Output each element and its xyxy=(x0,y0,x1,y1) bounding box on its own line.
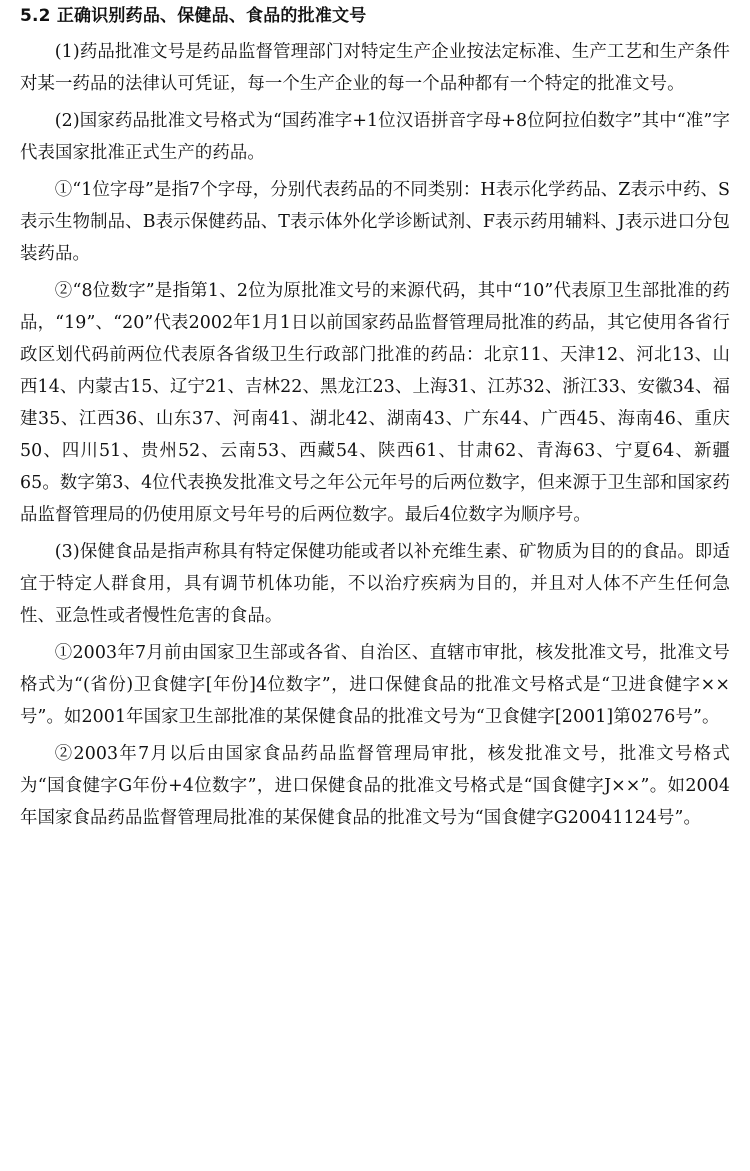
paragraph-health-food-definition: (3)保健食品是指声称具有特定保健功能或者以补充维生素、矿物质为目的的食品。即适宜于特定人群食用，具有调节机体功能，不以治疗疾病为目的，并且对人体不产生任何急性、亚急性或者慢性危害的食品。 xyxy=(20,542,730,626)
paragraph-drug-approval-definition: (1)药品批准文号是药品监督管理部门对特定生产企业按法定标准、生产工艺和生产条件对某一药品的法律认可凭证，每一个生产企业的每一个品种都有一个特定的批准文号。 xyxy=(20,42,730,94)
paragraph-health-food-before-2003: ①2003年7月前由国家卫生部或各省、自治区、直辖市审批，核发批准文号，批准文号格式为“(省份)卫食健字[年份]4位数字”，进口保健食品的批准文号格式是“卫进食健字××号”。如2001年国家卫生部批准的某保健食品的批准文号为“卫食健字[2001]第0276号”。 xyxy=(20,643,730,727)
section-heading: 5.2 正确识别药品、保健品、食品的批准文号 xyxy=(20,6,367,26)
paragraph-letter-category: ①“1位字母”是指7个字母，分别代表药品的不同类别：H表示化学药品、Z表示中药、S表示生物制品、B表示保健药品、T表示体外化学诊断试剂、F表示药用辅料、J表示进口分包装药品。 xyxy=(20,180,730,264)
paragraph-digit-codes: ②“8位数字”是指第1、2位为原批准文号的来源代码，其中“10”代表原卫生部批准的药品，“19”、“20”代表2002年1月1日以前国家药品监督管理局批准的药品，其它使用各省行政区划代码前两位代表原各省级卫生行政部门批准的药品：北京11、天津12、河北13、山西14、内蒙古15、辽宁21、吉林22、黑龙江23、上海31、江苏32、浙江33、安徽34、福建35、江西36、山东37、河南41、湖北42、湖南43、广东44、广西45、海南46、重庆50、四川51、贵州52、云南53、西藏54、陕西61、甘肃62、青海63、宁夏64、新疆65。数字第3、4位代表换发批准文号之年公元年号的后两位数字，但来源于卫生部和国家药品监督管理局的仍使用原文号年号的后两位数字。最后4位数字为顺序号。 xyxy=(20,281,730,525)
paragraph-health-food-after-2003: ②2003年7月以后由国家食品药品监督管理局审批，核发批准文号，批准文号格式为“国食健字G年份+4位数字”，进口保健食品的批准文号格式是“国食健字J××”。如2004年国家食品药品监督管理局批准的某保健食品的批准文号为“国食健字G20041124号”。 xyxy=(20,744,730,828)
paragraph-drug-approval-format: (2)国家药品批准文号格式为“国药准字+1位汉语拼音字母+8位阿拉伯数字”其中“准”字代表国家批准正式生产的药品。 xyxy=(20,111,730,163)
